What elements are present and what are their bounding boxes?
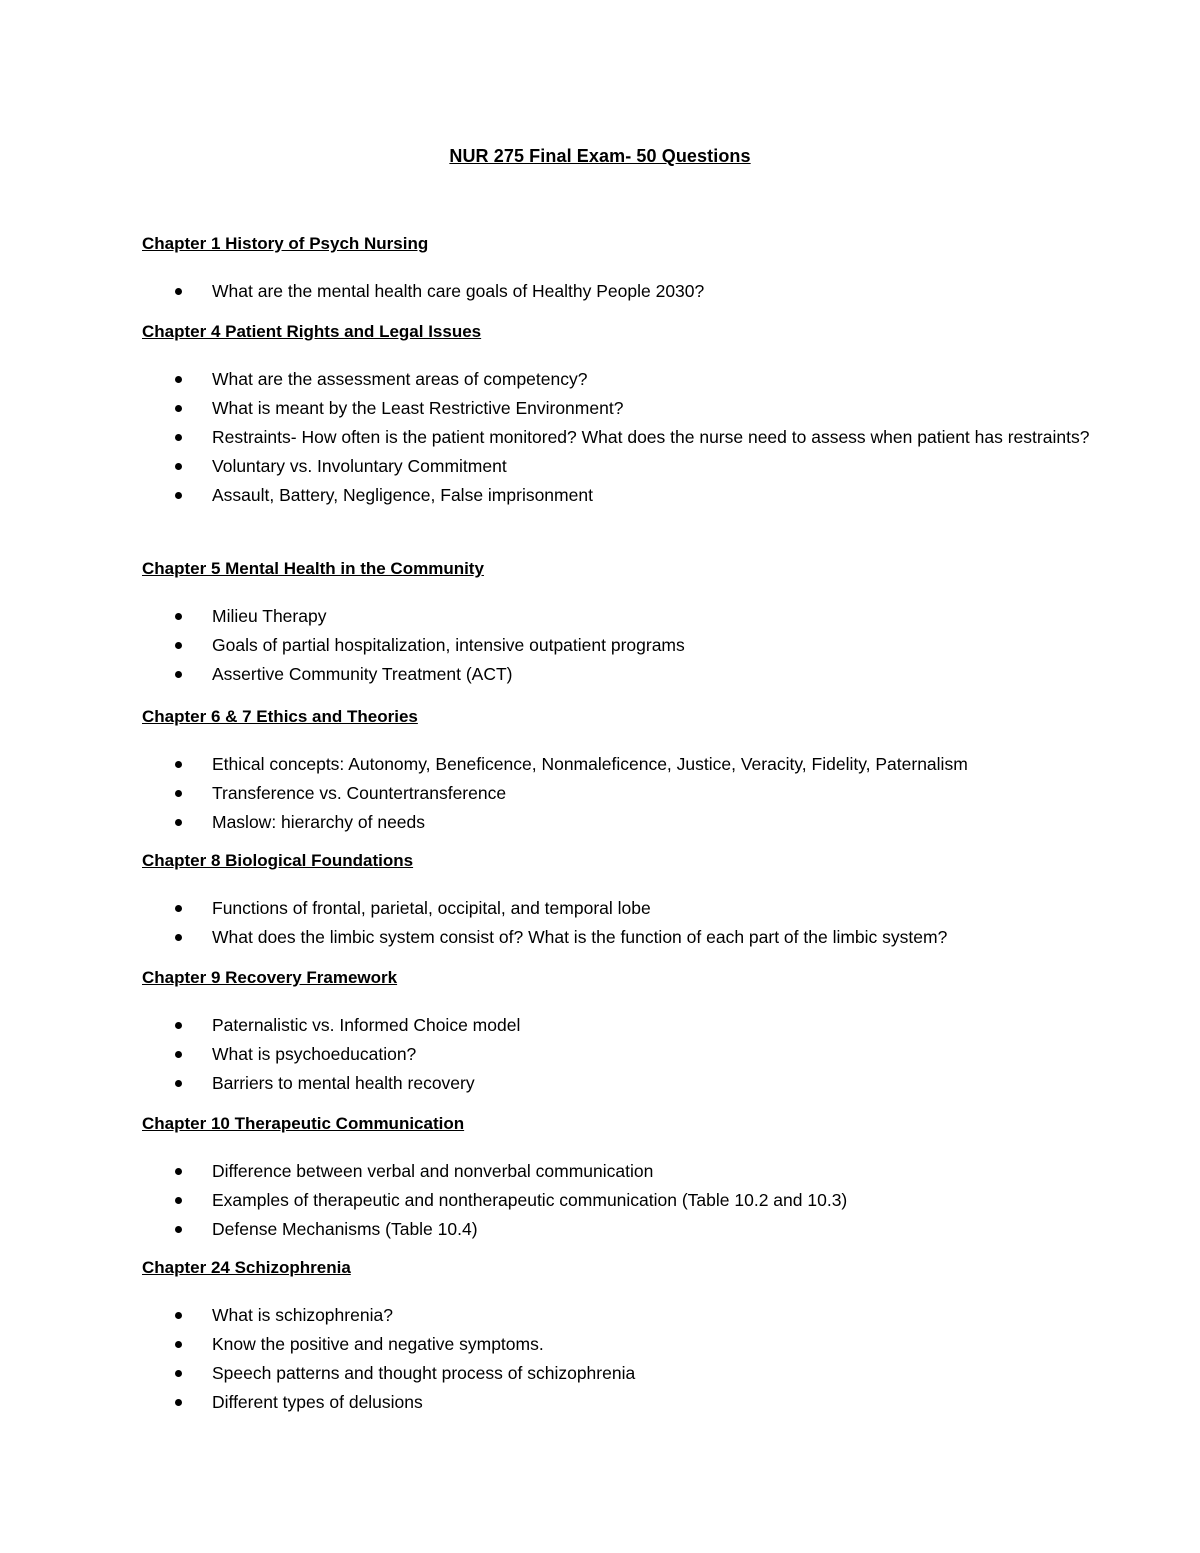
list-item: Defense Mechanisms (Table 10.4) (142, 1215, 1112, 1244)
list-item: Barriers to mental health recovery (142, 1069, 1112, 1098)
list-item: Difference between verbal and nonverbal communication (142, 1157, 1112, 1186)
section-heading: Chapter 6 & 7 Ethics and Theories (142, 707, 418, 726)
bullet-icon (175, 1399, 182, 1406)
bullet-list (142, 365, 1142, 510)
list-item: Assault, Battery, Negligence, False imprisonment (142, 481, 1112, 510)
list-item: Assertive Community Treatment (ACT) (142, 660, 1112, 689)
section-heading: Chapter 10 Therapeutic Communication (142, 1114, 465, 1133)
section-heading: Chapter 8 Biological Foundations (142, 851, 414, 870)
bullet-icon (175, 405, 182, 412)
list-item: Ethical concepts: Autonomy, Beneficence, Nonmaleficence, Justice, Veracity, Fidelity, Paternalism (142, 750, 1112, 779)
list-item: Milieu Therapy (142, 602, 1112, 631)
bullet-list (142, 602, 1142, 689)
bullet-icon (175, 819, 182, 826)
list-item: Transference vs. Countertransference (142, 779, 1112, 808)
bullet-icon (175, 376, 182, 383)
section-chapter-1 (142, 232, 1142, 306)
list-item: Functions of frontal, parietal, occipital, and temporal lobe (142, 894, 1112, 923)
bullet-list (142, 1011, 1142, 1098)
section-heading: Chapter 1 History of Psych Nursing (142, 234, 429, 253)
bullet-icon (175, 463, 182, 470)
list-item: Speech patterns and thought process of schizophrenia (142, 1359, 1112, 1388)
section-chapter-9 (142, 966, 1142, 1098)
section-chapter-24 (142, 1256, 1142, 1417)
list-item: Maslow: hierarchy of needs (142, 808, 1112, 837)
bullet-list (142, 1157, 1142, 1244)
bullet-icon (175, 613, 182, 620)
list-item: What are the mental health care goals of Healthy People 2030? (142, 277, 1112, 306)
bullet-list (142, 1301, 1142, 1417)
bullet-icon (175, 761, 182, 768)
section-chapter-8 (142, 849, 1142, 952)
bullet-icon (175, 1226, 182, 1233)
bullet-icon (175, 1341, 182, 1348)
list-item: Restraints- How often is the patient monitored? What does the nurse need to assess when patient has restraints? (142, 423, 1112, 452)
bullet-icon (175, 790, 182, 797)
bullet-list (142, 277, 1142, 306)
document-title: NUR 275 Final Exam- 50 Questions (449, 146, 751, 166)
bullet-icon (175, 1168, 182, 1175)
list-item: Goals of partial hospitalization, intensive outpatient programs (142, 631, 1112, 660)
bullet-icon (175, 1051, 182, 1058)
section-chapter-6-7 (142, 705, 1142, 837)
list-item: Know the positive and negative symptoms. (142, 1330, 1112, 1359)
list-item: What is meant by the Least Restrictive Environment? (142, 394, 1112, 423)
list-item: Examples of therapeutic and nontherapeutic communication (Table 10.2 and 10.3) (142, 1186, 1112, 1215)
bullet-icon (175, 905, 182, 912)
list-item: What is schizophrenia? (142, 1301, 1112, 1330)
list-item: What are the assessment areas of competency? (142, 365, 1112, 394)
bullet-icon (175, 1022, 182, 1029)
section-chapter-5 (142, 557, 1142, 689)
bullet-list (142, 750, 1142, 837)
section-heading: Chapter 4 Patient Rights and Legal Issues (142, 322, 482, 341)
bullet-icon (175, 934, 182, 941)
bullet-icon (175, 434, 182, 441)
bullet-icon (175, 1197, 182, 1204)
section-chapter-4 (142, 320, 1142, 510)
list-item: Voluntary vs. Involuntary Commitment (142, 452, 1112, 481)
section-chapter-10 (142, 1112, 1142, 1244)
section-heading: Chapter 24 Schizophrenia (142, 1258, 351, 1277)
list-item: What is psychoeducation? (142, 1040, 1112, 1069)
bullet-icon (175, 1080, 182, 1087)
bullet-list (142, 894, 1142, 952)
bullet-icon (175, 671, 182, 678)
list-item: What does the limbic system consist of? What is the function of each part of the limbic system? (142, 923, 1112, 952)
list-item: Paternalistic vs. Informed Choice model (142, 1011, 1112, 1040)
bullet-icon (175, 642, 182, 649)
section-heading: Chapter 9 Recovery Framework (142, 968, 398, 987)
bullet-icon (175, 1370, 182, 1377)
bullet-icon (175, 288, 182, 295)
bullet-icon (175, 1312, 182, 1319)
bullet-icon (175, 492, 182, 499)
list-item: Different types of delusions (142, 1388, 1112, 1417)
section-heading: Chapter 5 Mental Health in the Community (142, 559, 484, 578)
